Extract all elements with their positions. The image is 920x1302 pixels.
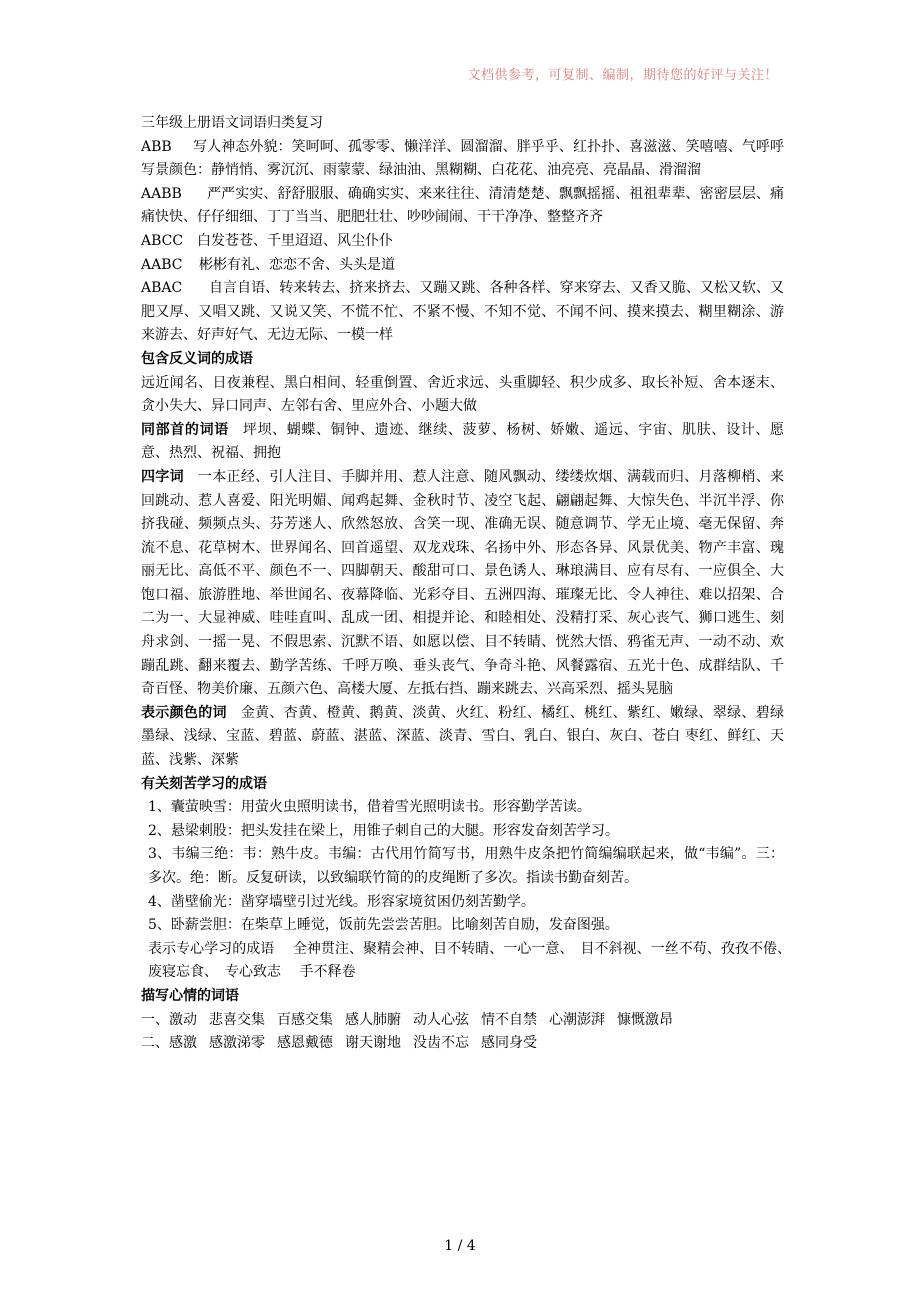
radical-section — [141, 419, 784, 466]
study-item-2: 2、悬梁刺股：把头发挂在梁上，用锥子刺自己的大腿。形容发奋刻苦学习。 — [148, 822, 619, 839]
aabc-text: 彬彬有礼、恋恋不舍、头头是道 — [199, 256, 395, 273]
mood-word: 慷慨激昂 — [617, 1011, 673, 1028]
page-number: 1 / 4 — [444, 1238, 476, 1254]
study-item-5: 5、卧薪尝胆：在柴草上睡觉，饭前先尝尝苦胆。比喻刻苦自励，发奋图强。 — [148, 917, 619, 934]
mood-word: 动人心弦 — [413, 1011, 469, 1028]
mood-word: 悲喜交集 — [209, 1011, 265, 1028]
mood-word: 感人肺腑 — [345, 1011, 401, 1028]
four-char-heading: 四字词 — [141, 468, 184, 485]
antonym-text: 远近闻名、日夜兼程、黑白相间、轻重倒置、舍近求远、头重脚轻、积少成多、取长补短、舍本逐末、贪小失大、异口同声、左邻右舍、里应外合、小题大做 — [141, 374, 784, 415]
mood-row-lead: 二、感激 — [141, 1035, 197, 1052]
abcc-section — [141, 230, 784, 254]
page-title: 三年级上册语文词语归类复习 — [141, 115, 323, 131]
mood-row-excited — [141, 1009, 784, 1033]
abb-label: ABB — [141, 138, 172, 155]
aabb-label: AABB — [141, 185, 182, 202]
aabc-section — [141, 254, 784, 278]
mood-word: 心潮澎湃 — [549, 1011, 605, 1028]
aabb-text: 严严实实、舒舒服服、确确实实、来来往往、清清楚楚、飘飘摇摇、祖祖辈辈、密密层层、痛痛快快、仔仔细细、丁丁当当、肥肥壮壮、吵吵闹闹、干干净净、整整齐齐 — [141, 185, 784, 226]
abcc-text: 白发苍苍、千里迢迢、风尘仆仆 — [197, 232, 393, 249]
mood-word: 感同身受 — [481, 1035, 537, 1052]
four-char-text: 一本正经、引人注目、手脚并用、惹人注意、随风飘动、缕缕炊烟、满载而归、月落柳梢、来回跳动、惹人喜爱、阳光明媚、闻鸡起舞、金秋时节、凌空飞起、翩翩起舞、大惊失色、半沉半浮、你挤我碰、频频点头、芬芳迷人、欣然怒放、含笑一现、准确无误、随意调节、学无止境、毫无保留、奔流不息、花草树木、世界闻名、回首遥望、双龙戏珠、名扬中外、形态各异、风景优美、物产丰富、瑰丽无比、高低不平、颜色不一、四脚朝天、酸甜可口、景色诱人、琳琅满目、应有尽有、一应俱全、大饱口福、旅游胜地、举世闻名、夜幕降临、光彩夺目、五洲四海、璀璨无比、令人神往、难以招架、合二为一、大显神威、哇哇直叫、乱成一团、相提并论、和睦相处、没精打采、灰心丧气、狮口逃生、刻舟求剑、一摇一晃、不假思索、沉默不语、如愿以偿、目不转睛、恍然大悟、鸦雀无声、一动不动、欢蹦乱跳、翻来覆去、勤学苦练、千呼万唤、垂头丧气、争奇斗艳、风餐露宿、五光十色、成群结队、千奇百怪、物美价廉、五颜六色、高楼大厦、左抵右挡、蹦来跳去、兴高采烈、摇头晃脑 — [141, 468, 785, 698]
study-item-3: 3、韦编三绝：韦：熟牛皮。韦编：古代用竹简写书，用熟牛皮条把竹简编编联起来，做“韦编”。三：多次。绝：断。反复研读，以致编联竹简的的皮绳断了多次。指读书勤奋刻苦。 — [148, 846, 784, 886]
color-heading: 表示颜色的词 — [141, 704, 227, 721]
radical-heading: 同部首的词语 — [141, 421, 229, 438]
abac-text: 自言自语、转来转去、挤来挤去、又蹦又跳、各种各样、穿来穿去、又香又脆、又松又软、又肥又厚、又唱又跳、又说又笑、不慌不忙、不紧不慢、不知不觉、不闻不问、摸来摸去、糊里糊涂、游来游去、好声好气、无边无际、一模一样 — [141, 280, 784, 344]
antonym-heading: 包含反义词的成语 — [141, 350, 253, 367]
mood-row-lead: 一、激动 — [141, 1011, 197, 1028]
mood-word: 没齿不忘 — [413, 1035, 469, 1052]
abac-section — [141, 277, 784, 348]
focus-text: 表示专心学习的成语 全神贯注、聚精会神、目不转睛、一心一意、 目不斜视、一丝不苟、孜孜不倦、 废寝忘食、 专心致志 手不释卷 — [148, 940, 798, 981]
document-body — [141, 112, 803, 1056]
color-section — [141, 702, 803, 773]
abac-label: ABAC — [141, 280, 183, 297]
color-text: 金黄、杏黄、橙黄、鹅黄、淡黄、火红、粉红、橘红、桃红、紫红、嫩绿、翠绿、碧绿 墨绿、浅绿、宝蓝、碧蓝、蔚蓝、湛蓝、深蓝、淡青、雪白、乳白、银白、灰白、苍白 枣红、鲜红、天蓝、浅紫、深紫 — [141, 704, 803, 769]
radical-text: 坪坝、蝴蝶、铜钟、遗迹、继续、菠萝、杨树、娇嫩、遥远、宇宙、肌肤、设计、愿意、热烈、祝福、拥抱 — [141, 421, 784, 462]
study-item-4: 4、凿壁偷光：凿穿墙壁引过光线。形容家境贫困仍刻苦勤学。 — [148, 893, 535, 910]
mood-word: 感激涕零 — [209, 1035, 265, 1052]
aabc-label: AABC — [141, 256, 183, 273]
abb-section — [141, 136, 784, 183]
study-heading: 有关刻苦学习的成语 — [141, 775, 267, 792]
abcc-label: ABCC — [141, 232, 184, 249]
mood-word: 谢天谢地 — [345, 1035, 401, 1052]
mood-word: 百感交集 — [277, 1011, 333, 1028]
mood-heading: 描写心情的词语 — [141, 987, 239, 1004]
mood-row-grateful — [141, 1032, 784, 1056]
study-item-1: 1、囊萤映雪：用萤火虫照明读书，借着雪光照明读书。形容勤学苦读。 — [148, 799, 591, 816]
abb-text: 写人神态外貌：笑呵呵、孤零零、懒洋洋、圆溜溜、胖乎乎、红扑扑、喜滋滋、笑嘻嘻、气呼呼 写景颜色：静悄悄、雾沉沉、雨蒙蒙、绿油油、黑糊糊、白花花、油亮亮、亮晶晶、滑溜溜 — [141, 138, 784, 179]
mood-word: 感恩戴德 — [277, 1035, 333, 1052]
aabb-section — [141, 183, 784, 230]
mood-word: 情不自禁 — [481, 1011, 537, 1028]
four-char-section — [141, 466, 784, 702]
header-note: 文档供参考，可复制、编制，期待您的好评与关注！ — [467, 68, 778, 83]
